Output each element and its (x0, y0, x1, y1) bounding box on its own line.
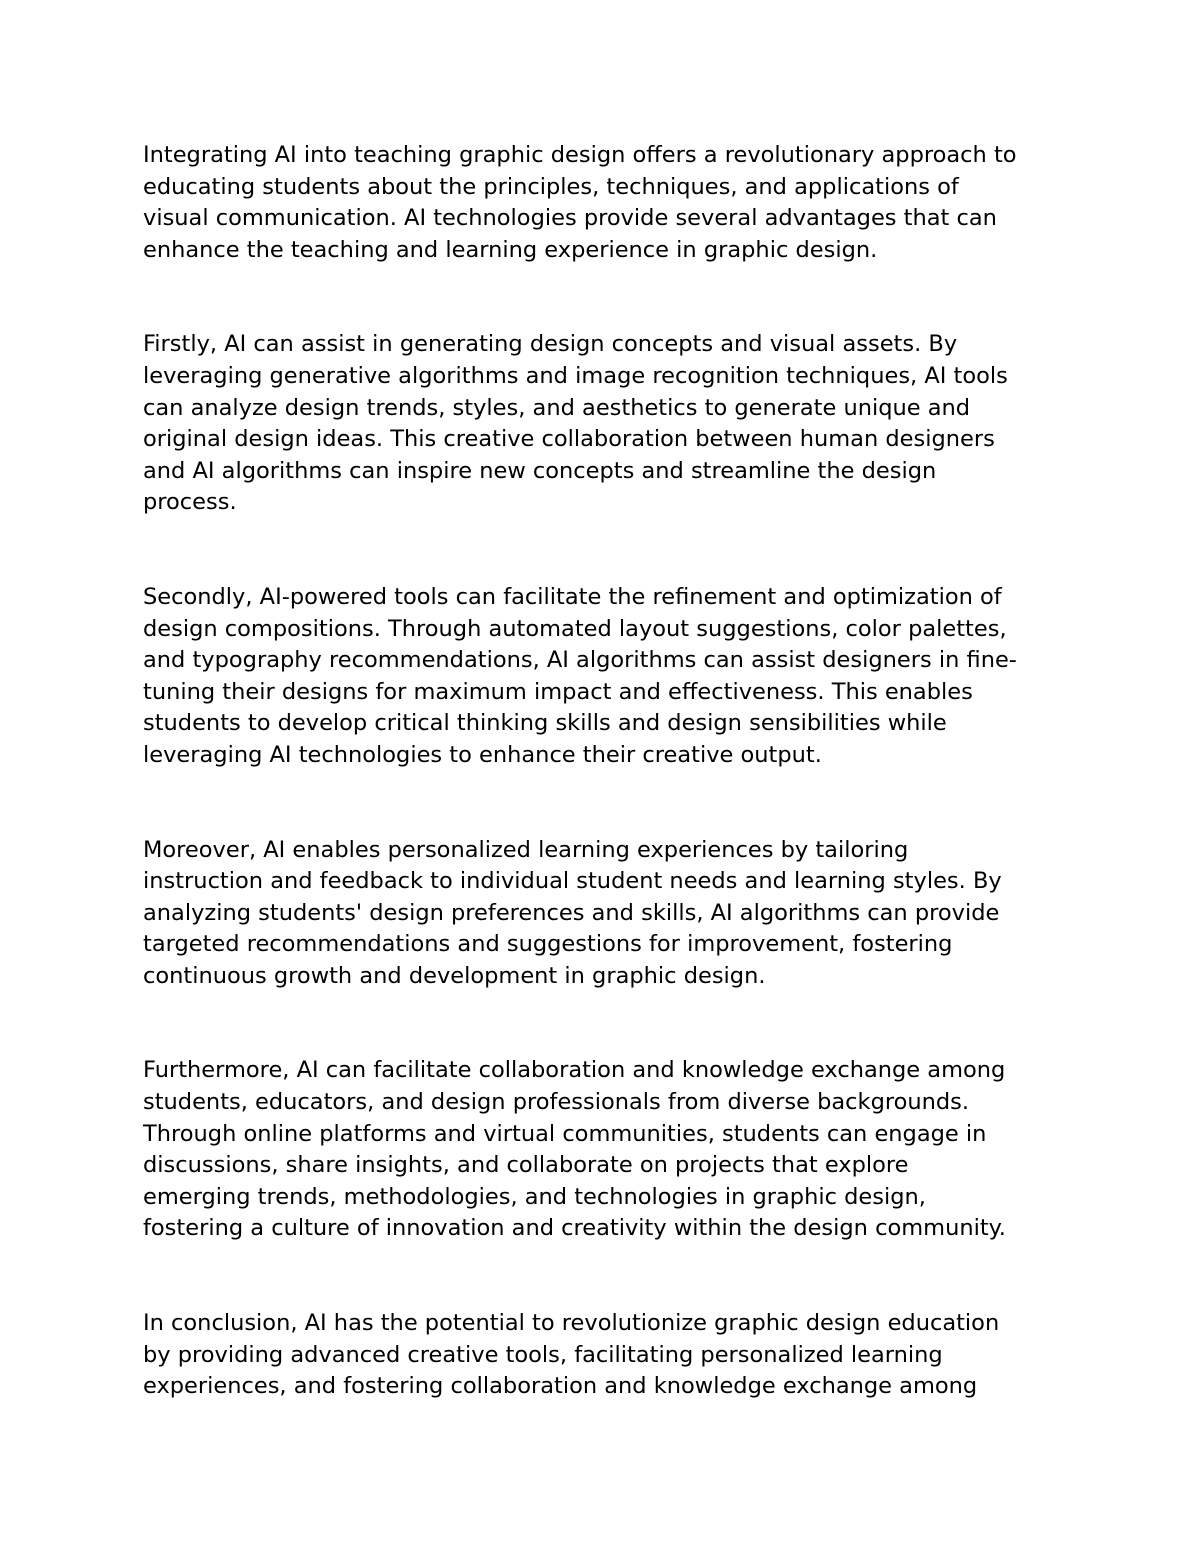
paragraph-furthermore: Furthermore, AI can facilitate collaboration and knowledge exchange among students, educators, and design professionals from diverse backgrounds. Through online platforms and virtual communities, students can engage in discussions, share insights, and collaborate on projects that explore emerging trends, methodologies, and technologies in graphic design, fostering a culture of innovation and creativity within the design community. (143, 1057, 1006, 1242)
paragraph-conclusion: In conclusion, AI has the potential to revolutionize graphic design education by providing advanced creative tools, facilitating personalized learning experiences, and fostering collaboration and knowledge exchange among (143, 1310, 1000, 1400)
paragraph-secondly: Secondly, AI-powered tools can facilitate the refinement and optimization of design compositions. Through automated layout suggestions, color palettes, and typography recommendations, AI algorithms can assist designers in fine- tuning their designs for maximum impact and effectiveness. This enables students to develop critical thinking skills and design sensibilities while leveraging AI technologies to enhance their creative output. (143, 583, 1017, 768)
paragraph-moreover: Moreover, AI enables personalized learning experiences by tailoring instruction and feedback to individual student needs and learning styles. By analyzing students' design preferences and skills, AI algorithms can provide targeted recommendations and suggestions for improvement, fostering continuous growth and development in graphic design. (143, 836, 1002, 989)
document-body (143, 140, 1073, 1403)
paragraph-intro: Integrating AI into teaching graphic design offers a revolutionary approach to educating students about the principles, techniques, and applications of visual communication. AI technologies provide several advantages that can enhance the teaching and learning experience in graphic design. (143, 142, 1017, 263)
paragraph-firstly: Firstly, AI can assist in generating design concepts and visual assets. By leveraging generative algorithms and image recognition techniques, AI tools can analyze design trends, styles, and aesthetics to generate unique and original design ideas. This creative collaboration between human designers and AI algorithms can inspire new concepts and streamline the design process. (143, 331, 1008, 516)
